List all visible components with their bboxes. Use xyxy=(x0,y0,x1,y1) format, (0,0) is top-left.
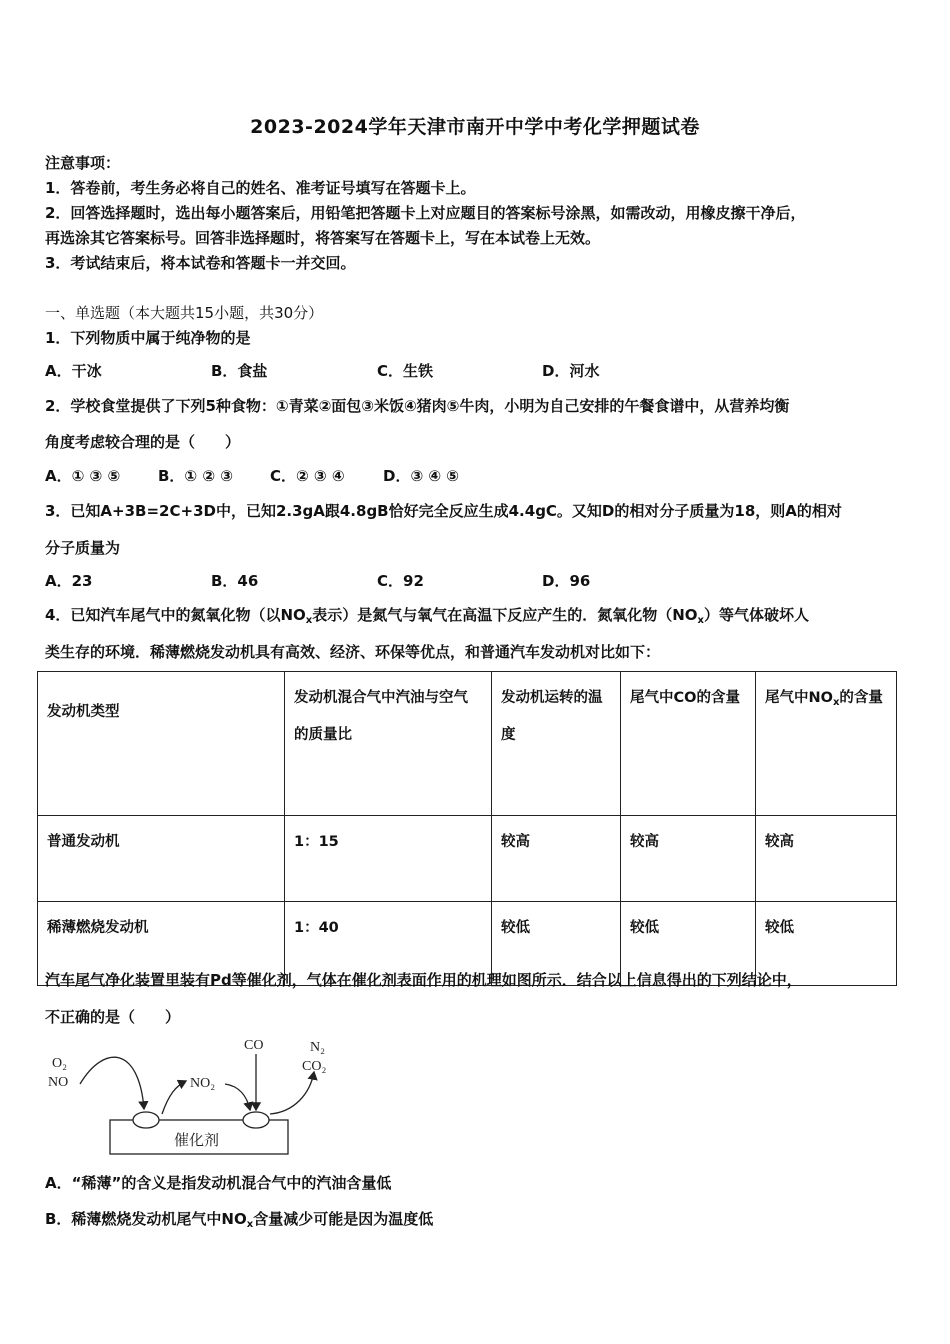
table-cell: 较低 xyxy=(492,902,621,986)
table-cell: 较高 xyxy=(756,816,897,902)
adsorption-site-2 xyxy=(243,1112,269,1128)
q3-option-c: C．92 xyxy=(377,572,424,590)
q1-stem: 1．下列物质中属于纯净物的是 xyxy=(45,329,251,347)
table-cell: 普通发动机 xyxy=(38,816,285,902)
notice-item-2-line-2: 再选涂其它答案标号。回答非选择题时，将答案写在答题卡上，写在本试卷上无效。 xyxy=(45,229,601,247)
table-cell: 稀薄燃烧发动机 xyxy=(38,902,285,986)
notice-item-2-line-1: 2．回答选择题时，选出每小题答案后，用铅笔把答题卡上对应题目的答案标号涂黑，如需改动，用橡皮擦干净后， xyxy=(45,204,806,222)
page-title: 2023-2024学年天津市南开中学中考化学押题试卷 xyxy=(250,116,700,138)
arrow-products-out xyxy=(270,1072,314,1114)
table-header-cell: 发动机混合气中汽油与空气的质量比 xyxy=(285,672,492,816)
arrow-reactants-in xyxy=(80,1057,144,1109)
subscript-x: x xyxy=(246,1219,254,1230)
q3-option-d: D．96 xyxy=(542,572,591,590)
q4-stem-part-2: 表示）是氮气与氧气在高温下反应产生的．氮氧化物（NO xyxy=(312,606,698,624)
notice-item-1: 1．答卷前，考生务必将自己的姓名、准考证号填写在答题卡上。 xyxy=(45,179,476,197)
notice-item-3: 3．考试结束后，将本试卷和答题卡一并交回。 xyxy=(45,254,356,272)
q3-option-b: B．46 xyxy=(211,572,259,590)
q2-option-d: D．③ ④ ⑤ xyxy=(383,467,459,485)
arrow-no2-in xyxy=(225,1084,250,1110)
q2-option-a: A．① ③ ⑤ xyxy=(45,467,121,485)
q4-stem-part-3: ）等气体破坏人 xyxy=(703,606,809,624)
q4-option-b-part-1: B．稀薄燃烧发动机尾气中NO xyxy=(45,1210,247,1228)
q4-stem-line-2: 类生存的环境．稀薄燃烧发动机具有高效、经济、环保等优点，和普通汽车发动机对比如下： xyxy=(45,643,661,661)
table-header-cell: 发动机类型 xyxy=(38,672,285,816)
label-n2: N₂ xyxy=(310,1040,325,1055)
table-row xyxy=(38,816,897,902)
q1-option-d: D．河水 xyxy=(542,362,600,380)
engine-comparison-table xyxy=(37,671,897,986)
table-cell: 较高 xyxy=(621,816,756,902)
q2-option-c: C．② ③ ④ xyxy=(270,467,345,485)
q4-after-line-2: 不正确的是（ ） xyxy=(45,1008,181,1026)
subscript-x: x xyxy=(305,615,313,626)
table-cell: 1：40 xyxy=(285,902,492,986)
table-header-row xyxy=(38,672,897,816)
table-header-cell xyxy=(756,672,897,816)
header-nox-text: 尾气中NO xyxy=(765,690,833,706)
catalyst-mechanism-diagram xyxy=(44,1034,344,1164)
q4-option-a: A．“稀薄”的含义是指发动机混合气中的汽油含量低 xyxy=(45,1174,392,1192)
subscript-x: x xyxy=(697,615,704,626)
q2-stem-line-1: 2．学校食堂提供了下列5种食物：①青菜②面包③米饭④猪肉⑤牛肉，小明为自己安排的午餐食谱中，从营养均衡 xyxy=(45,397,790,415)
q3-option-a: A．23 xyxy=(45,572,93,590)
label-no: NO xyxy=(48,1075,69,1090)
q4-option-b-part-2: 含量减少可能是因为温度低 xyxy=(253,1210,434,1228)
q4-after-line-1: 汽车尾气净化装置里装有Pd等催化剂，气体在催化剂表面作用的机理如图所示．结合以上信息得出的下列结论中， xyxy=(45,971,802,989)
q1-option-c: C．生铁 xyxy=(377,362,434,380)
header-nox-tail: 的含量 xyxy=(839,690,883,706)
q2-option-b: B．① ② ③ xyxy=(158,467,233,485)
q4-stem-line-1 xyxy=(45,604,809,626)
section-heading: 一、单选题（本大题共15小题，共30分） xyxy=(45,304,324,322)
table-cell: 较低 xyxy=(756,902,897,986)
table-header-cell: 发动机运转的温度 xyxy=(492,672,621,816)
label-o2: O₂ xyxy=(52,1056,67,1071)
q4-stem-part-1: 4．已知汽车尾气中的氮氧化物（以NO xyxy=(45,606,306,624)
label-co: CO xyxy=(244,1038,264,1053)
adsorption-site-1 xyxy=(133,1112,159,1128)
q4-option-b xyxy=(45,1208,433,1230)
table-header-cell: 尾气中CO的含量 xyxy=(621,672,756,816)
label-catalyst: 催化剂 xyxy=(174,1131,220,1149)
q1-option-b: B．食盐 xyxy=(211,362,268,380)
label-co2: CO₂ xyxy=(302,1059,327,1074)
table-cell: 较低 xyxy=(621,902,756,986)
table-cell: 较高 xyxy=(492,816,621,902)
arrow-no2-out xyxy=(162,1081,186,1114)
q2-stem-line-2: 角度考虑较合理的是（ ） xyxy=(45,433,241,451)
label-no2: NO₂ xyxy=(190,1076,216,1091)
q3-stem-line-2: 分子质量为 xyxy=(45,539,121,557)
notice-heading: 注意事项： xyxy=(45,154,121,172)
q3-stem-line-1: 3．已知A+3B=2C+3D中，已知2.3gA跟4.8gB恰好完全反应生成4.4gC。又知D的相对分子质量为18，则A的相对 xyxy=(45,502,842,520)
subscript-x: x xyxy=(832,697,840,708)
table-cell: 1：15 xyxy=(285,816,492,902)
q1-option-a: A．干冰 xyxy=(45,362,102,380)
